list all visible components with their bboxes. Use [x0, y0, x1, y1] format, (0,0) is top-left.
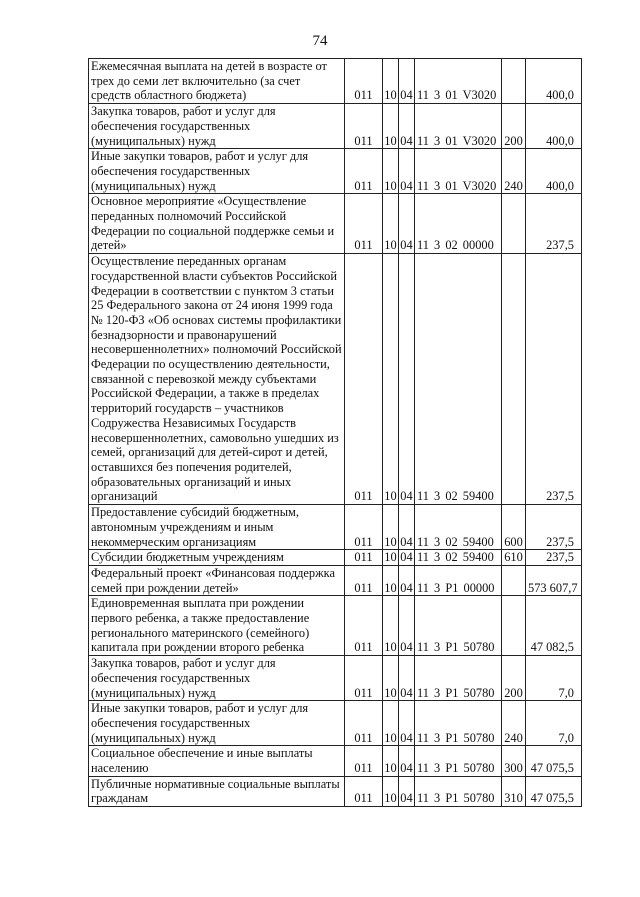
section-code: 10 — [383, 596, 399, 656]
subsection-code: 04 — [400, 550, 413, 565]
section-code: 10 — [383, 149, 399, 194]
row-name: Закупка товаров, работ и услуг для обеспечения государственных (муниципальных) нужд — [89, 104, 345, 149]
expense-type-code: 600 — [502, 505, 526, 550]
target-article-code: 11 3 01 V3020 — [415, 104, 502, 149]
expense-type-code: 300 — [502, 746, 526, 776]
subsection-code: 04 — [399, 59, 415, 104]
table-row — [89, 596, 582, 656]
table-row — [89, 194, 582, 254]
expense-type-code: 200 — [502, 104, 526, 149]
section-code: 10 — [383, 701, 399, 746]
amount: 7,0 — [526, 701, 582, 746]
table-row — [89, 149, 582, 194]
amount: 47 082,5 — [526, 596, 582, 656]
amount: 7,0 — [526, 656, 582, 701]
amount: 400,0 — [526, 104, 582, 149]
page-number: 74 — [312, 33, 328, 49]
table-row — [89, 746, 582, 776]
table-row — [89, 505, 582, 550]
table-row — [89, 550, 582, 566]
expense-type-code — [502, 254, 526, 505]
row-name: Закупка товаров, работ и услуг для обеспечения государственных (муниципальных) нужд — [89, 656, 345, 701]
table-row — [89, 701, 582, 746]
target-article-code: 11 3 02 59400 — [415, 254, 502, 505]
amount: 237,5 — [526, 505, 582, 550]
admin-code: 011 — [345, 656, 383, 701]
admin-code: 011 — [345, 701, 383, 746]
row-name: Иные закупки товаров, работ и услуг для обеспечения государственных (муниципальных) нужд — [89, 149, 345, 194]
target-article-code: 11 3 02 00000 — [415, 194, 502, 254]
admin-code: 011 — [345, 149, 383, 194]
row-name: Единовременная выплата при рождении первого ребенка, а также предоставление регионального материнского (семейного) капитала при рождении второго ребенка — [89, 596, 345, 656]
row-name: Основное мероприятие «Осуществление переданных полномочий Российской Федерации по социальной поддержке семьи и детей» — [89, 194, 345, 254]
section-code: 10 — [383, 254, 399, 505]
row-name: Социальное обеспечение и иные выплаты населению — [89, 746, 345, 776]
expense-type-code — [502, 596, 526, 656]
row-name: Субсидии бюджетным учреждениям — [89, 550, 345, 566]
row-name: Федеральный проект «Финансовая поддержка семей при рождении детей» — [89, 565, 345, 595]
admin-code: 011 — [345, 194, 383, 254]
target-article-code: 11 3 01 V3020 — [415, 59, 502, 104]
target-article-code: 11 3 02 59400 — [415, 505, 502, 550]
admin-code: 011 — [345, 776, 383, 806]
budget-table — [88, 58, 582, 807]
section-code: 10 — [384, 550, 397, 565]
admin-code: 011 — [345, 505, 383, 550]
subsection-code: 04 — [399, 505, 415, 550]
target-article-code: 11 3 02 59400 — [415, 550, 502, 566]
expense-type-code: 240 — [502, 701, 526, 746]
target-article-code: 11 3 P1 00000 — [415, 565, 502, 595]
amount: 237,5 — [526, 194, 582, 254]
table-row — [89, 565, 582, 595]
row-name: Иные закупки товаров, работ и услуг для обеспечения государственных (муниципальных) нужд — [89, 701, 345, 746]
row-name: Публичные нормативные социальные выплаты гражданам — [89, 776, 345, 806]
section-code: 10 — [383, 776, 399, 806]
amount: 237,5 — [526, 550, 582, 566]
subsection-code: 04 — [399, 656, 415, 701]
subsection-code: 04 — [399, 776, 415, 806]
table-row — [89, 254, 582, 505]
row-name: Осуществление переданных органам государственной власти субъектов Российской Федерации в соответствии с пунктом 3 статьи 25 Федерального закона от 24 июня 1999 года № 120-ФЗ «Об основах системы профилактики безнадзорности и правонарушений несовершеннолетних» полномочий Российской Федерации по осуществлению деятельности, связанной с перевозкой между субъектами Российской Федерации, а также в пределах территорий государств – участников Содружества Независимых Государств несовершеннолетних, самовольно ушедших из семей, организаций для детей-сирот и детей, оставшихся без попечения родителей, образовательных организаций и иных организаций — [89, 254, 345, 505]
target-article-code: 11 3 P1 50780 — [415, 701, 502, 746]
subsection-code: 04 — [399, 701, 415, 746]
subsection-code: 04 — [399, 596, 415, 656]
subsection-code: 04 — [399, 194, 415, 254]
admin-code: 011 — [345, 596, 383, 656]
row-name: Предоставление субсидий бюджетным, автономным учреждениям и иным некоммерческим организациям — [89, 505, 345, 550]
amount: 47 075,5 — [526, 776, 582, 806]
section-code: 10 — [383, 505, 399, 550]
expense-type-code: 610 — [502, 550, 526, 566]
admin-code: 011 — [345, 746, 383, 776]
target-article-code: 11 3 P1 50780 — [415, 776, 502, 806]
amount: 400,0 — [526, 59, 582, 104]
expense-type-code: 240 — [502, 149, 526, 194]
amount: 237,5 — [526, 254, 582, 505]
table-row — [89, 776, 582, 806]
expense-type-code: 200 — [502, 656, 526, 701]
amount: 573 607,7 — [526, 565, 582, 595]
expense-type-code — [502, 565, 526, 595]
subsection-code: 04 — [399, 746, 415, 776]
table-row — [89, 656, 582, 701]
section-code: 10 — [383, 104, 399, 149]
amount: 400,0 — [526, 149, 582, 194]
subsection-code: 04 — [399, 565, 415, 595]
admin-code: 011 — [345, 550, 383, 566]
admin-code: 011 — [345, 254, 383, 505]
expense-type-code: 310 — [502, 776, 526, 806]
target-article-code: 11 3 P1 50780 — [415, 596, 502, 656]
section-code: 10 — [383, 59, 399, 104]
expense-type-code — [502, 194, 526, 254]
table-row — [89, 104, 582, 149]
target-article-code: 11 3 P1 50780 — [415, 656, 502, 701]
amount: 47 075,5 — [526, 746, 582, 776]
subsection-code: 04 — [399, 254, 415, 505]
admin-code: 011 — [345, 565, 383, 595]
table-row — [89, 59, 582, 104]
admin-code: 011 — [345, 104, 383, 149]
section-code: 10 — [383, 656, 399, 701]
subsection-code: 04 — [399, 149, 415, 194]
subsection-code: 04 — [399, 104, 415, 149]
target-article-code: 11 3 01 V3020 — [415, 149, 502, 194]
section-code: 10 — [383, 565, 399, 595]
section-code: 10 — [383, 194, 399, 254]
section-code: 10 — [383, 746, 399, 776]
target-article-code: 11 3 P1 50780 — [415, 746, 502, 776]
row-name: Ежемесячная выплата на детей в возрасте от трех до семи лет включительно (за счет средств областного бюджета) — [89, 59, 345, 104]
admin-code: 011 — [345, 59, 383, 104]
expense-type-code — [502, 59, 526, 104]
